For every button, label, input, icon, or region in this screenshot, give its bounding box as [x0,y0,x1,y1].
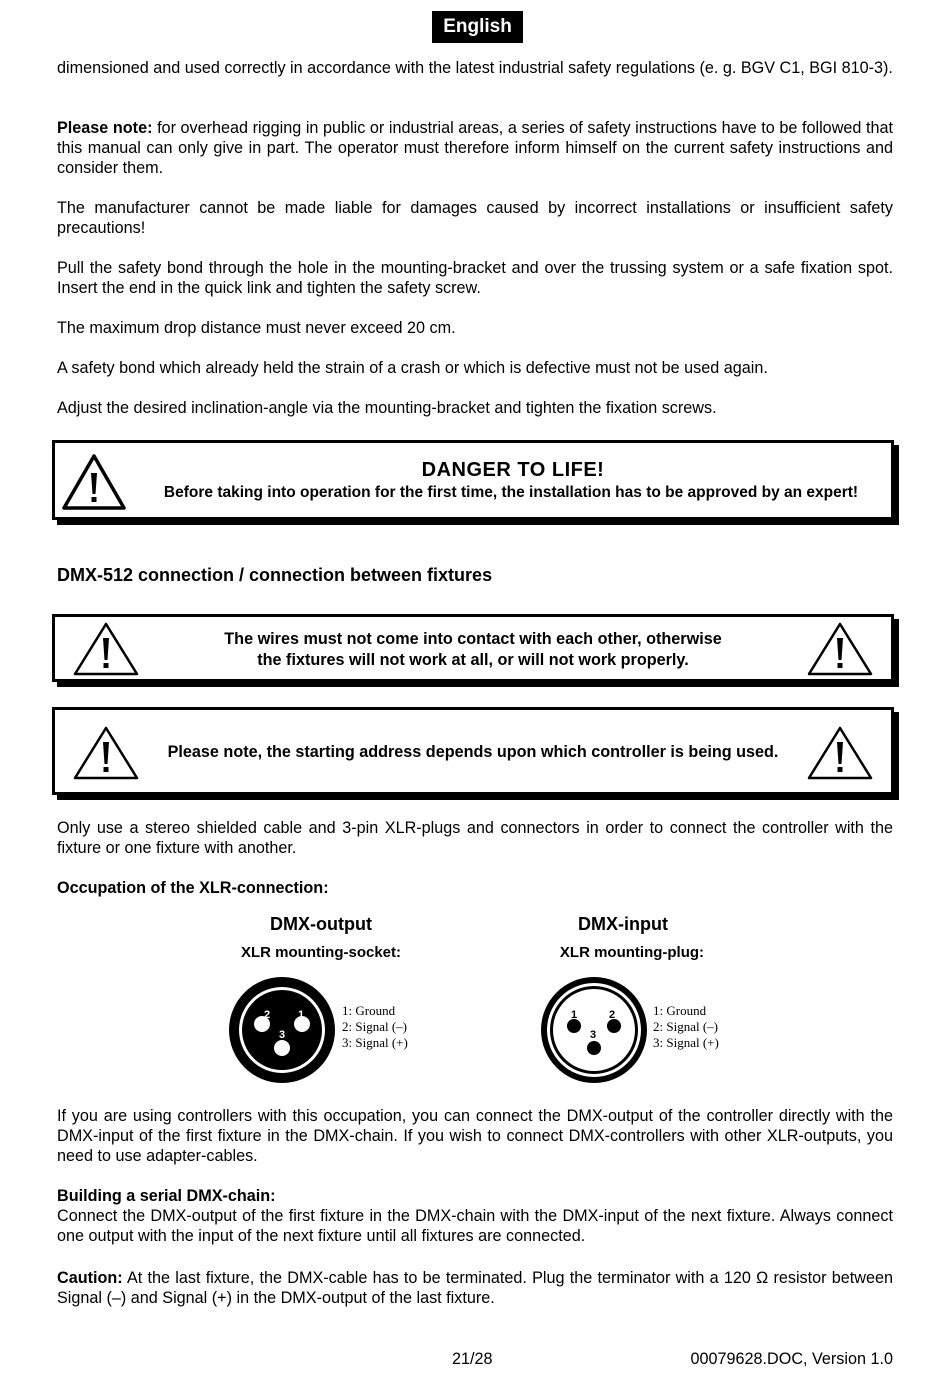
output-pin-3-label: 3 [279,1029,286,1041]
occupation-heading: Occupation of the XLR-connection: [57,879,329,897]
please-note-text: for overhead rigging in public or industrial areas, a series of safety instructions have to be followed that this manual can only give in part. The operator must therefore inform himself on the current safety instructions and consider them. [57,119,893,177]
warning-triangle-icon [61,453,127,511]
paragraph-liability: The manufacturer cannot be made liable for damages caused by incorrect installations or insufficient safety precautions! [57,199,893,237]
warning-triangle-icon [73,726,139,780]
dmx-input-subtitle: XLR mounting-plug: [559,944,705,961]
dmx-input-title: DMX-input [578,914,668,934]
output-pin-label-signal-minus: 2: Signal (–) [342,1019,407,1034]
output-pin-label-signal-plus: 3: Signal (+) [342,1035,408,1050]
wires-warning-line1: The wires must not come into contact with each other, otherwise [224,630,722,648]
xlr-socket-icon [226,974,338,1086]
wires-warning-line2: the fixtures will not work at all, or will not work properly. [257,651,689,669]
address-warning-text: Please note, the starting address depends upon which controller is being used. [167,743,779,761]
paragraph-please-note [57,118,893,178]
output-pin-2-label: 2 [264,1009,271,1021]
paragraph-controllers: If you are using controllers with this occupation, you can connect the DMX-output of the controller directly with the DMX-input of the first fixture in the DMX-chain. If you wish to connect DMX-controllers with other XLR-outputs, you need to use adapter-cables. [57,1107,893,1165]
address-warning-box [52,707,894,795]
input-pin-label-signal-minus: 2: Signal (–) [653,1019,718,1034]
paragraph-drop-distance: The maximum drop distance must never exceed 20 cm. [57,319,456,337]
paragraph-safety-bond: Pull the safety bond through the hole in the mounting-bracket and over the trussing system or a safe fixation spot. Insert the end in the quick link and tighten the safety screw. [57,259,893,297]
warning-triangle-icon [807,726,873,780]
danger-title: DANGER TO LIFE! [421,459,605,481]
input-pin-2-label: 2 [609,1009,616,1021]
language-badge: English [432,11,523,43]
xlr-plug-icon [538,974,650,1086]
input-pin-label-ground: 1: Ground [653,1003,707,1018]
paragraph-caution [57,1268,893,1308]
paragraph-defective-bond: A safety bond which already held the strain of a crash or which is defective must not be used again. [57,359,768,377]
input-pin-1-label: 1 [571,1009,578,1021]
wires-warning-text [145,629,801,671]
paragraph-serial-chain: Connect the DMX-output of the first fixture in the DMX-chain with the DMX-input of the next fixture. Always connect one output with the input of the next fixture until all fixtures are connected. [57,1207,893,1245]
caution-label: Caution: [57,1269,123,1287]
serial-chain-heading: Building a serial DMX-chain: [57,1187,276,1205]
dmx-output-subtitle: XLR mounting-socket: [241,944,401,961]
danger-box [52,440,894,520]
paragraph-regulations: dimensioned and used correctly in accordance with the latest industrial safety regulations (e. g. BGV C1, BGI 810-3). [57,59,893,77]
wires-warning-box [52,614,894,682]
dmx-output-title: DMX-output [270,914,372,934]
warning-triangle-icon [73,622,139,676]
paragraph-cable: Only use a stereo shielded cable and 3-pin XLR-plugs and connectors in order to connect the controller with the fixture or one fixture with another. [57,819,893,857]
please-note-label: Please note: [57,119,153,137]
output-pin-1-label: 1 [298,1009,305,1021]
caution-text: At the last fixture, the DMX-cable has to be terminated. Plug the terminator with a 120 Ω resistor between Signal (–) and Signal (+) in the DMX-output of the last fixture. [57,1269,893,1307]
output-pin-labels [342,1003,408,1051]
output-pin-label-ground: 1: Ground [342,1003,396,1018]
warning-triangle-icon [807,622,873,676]
input-pin-label-signal-plus: 3: Signal (+) [653,1035,719,1050]
input-pin-labels [653,1003,719,1051]
input-pin-3-label: 3 [590,1029,597,1041]
page-number: 21/28 [452,1350,493,1368]
dmx-section-heading: DMX-512 connection / connection between fixtures [57,565,493,585]
danger-text: Before taking into operation for the first time, the installation has to be approved by an expert! [163,484,859,501]
paragraph-inclination: Adjust the desired inclination-angle via the mounting-bracket and tighten the fixation screws. [57,399,717,417]
document-id: 00079628.DOC, Version 1.0 [690,1350,893,1368]
